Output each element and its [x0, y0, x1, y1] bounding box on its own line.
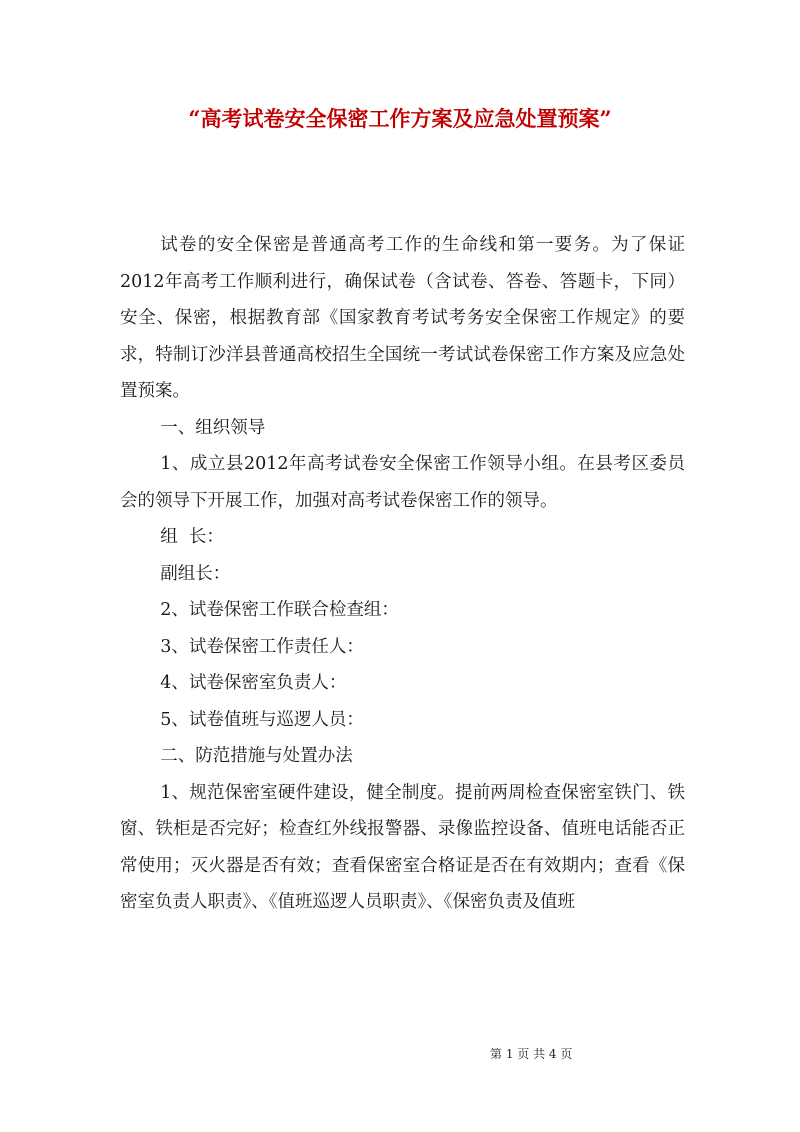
document-title: “高考试卷安全保密工作方案及应急处置预案”	[188, 106, 612, 131]
paragraph-deputy-leader: 副组长：	[160, 563, 231, 584]
paragraph-item-1: 1、成立县2012年高考试卷安全保密工作领导小组。在县考区委员会的领导下开展工作，加强对高考试卷保密工作的领导。	[120, 454, 685, 511]
paragraph-intro: 试卷的安全保密是普通高考工作的生命线和第一要务。为了保证2012年高考工作顺利进行，确保试卷（含试卷、答卷、答题卡，下同）安全、保密，根据教育部《国家教育考试考务安全保密工作规定》的要求，特制订沙洋县普通高校招生全国统一考试试卷保密工作方案及应急处置预案。	[120, 235, 685, 401]
document-body	[120, 227, 685, 921]
page-number-footer: 第 1 页 共 4 页	[490, 1047, 573, 1061]
paragraph-item-5: 5、试卷值班与巡逻人员：	[160, 709, 364, 730]
paragraph-item-2: 2、试卷保密工作联合检查组：	[160, 600, 399, 620]
paragraph-leader: 组 长：	[160, 527, 224, 547]
section-heading-measures: 二、防范措施与处置办法	[160, 746, 353, 766]
paragraph-measures-1: 1、规范保密室硬件建设，健全制度。提前两周检查保密室铁门、铁窗、铁柜是否完好；检查红外线报警器、录像监控设备、值班电话能否正常使用；灭火器是否有效；查看保密室合格证是否在有效期内；查看《保密室负责人职责》、《值班巡逻人员职责》、《保密负责及值班	[120, 782, 685, 912]
paragraph-item-3: 3、试卷保密工作责任人：	[160, 636, 364, 657]
section-heading-organization: 一、组织领导	[160, 417, 266, 438]
paragraph-item-4: 4、试卷保密室负责人：	[160, 673, 347, 693]
